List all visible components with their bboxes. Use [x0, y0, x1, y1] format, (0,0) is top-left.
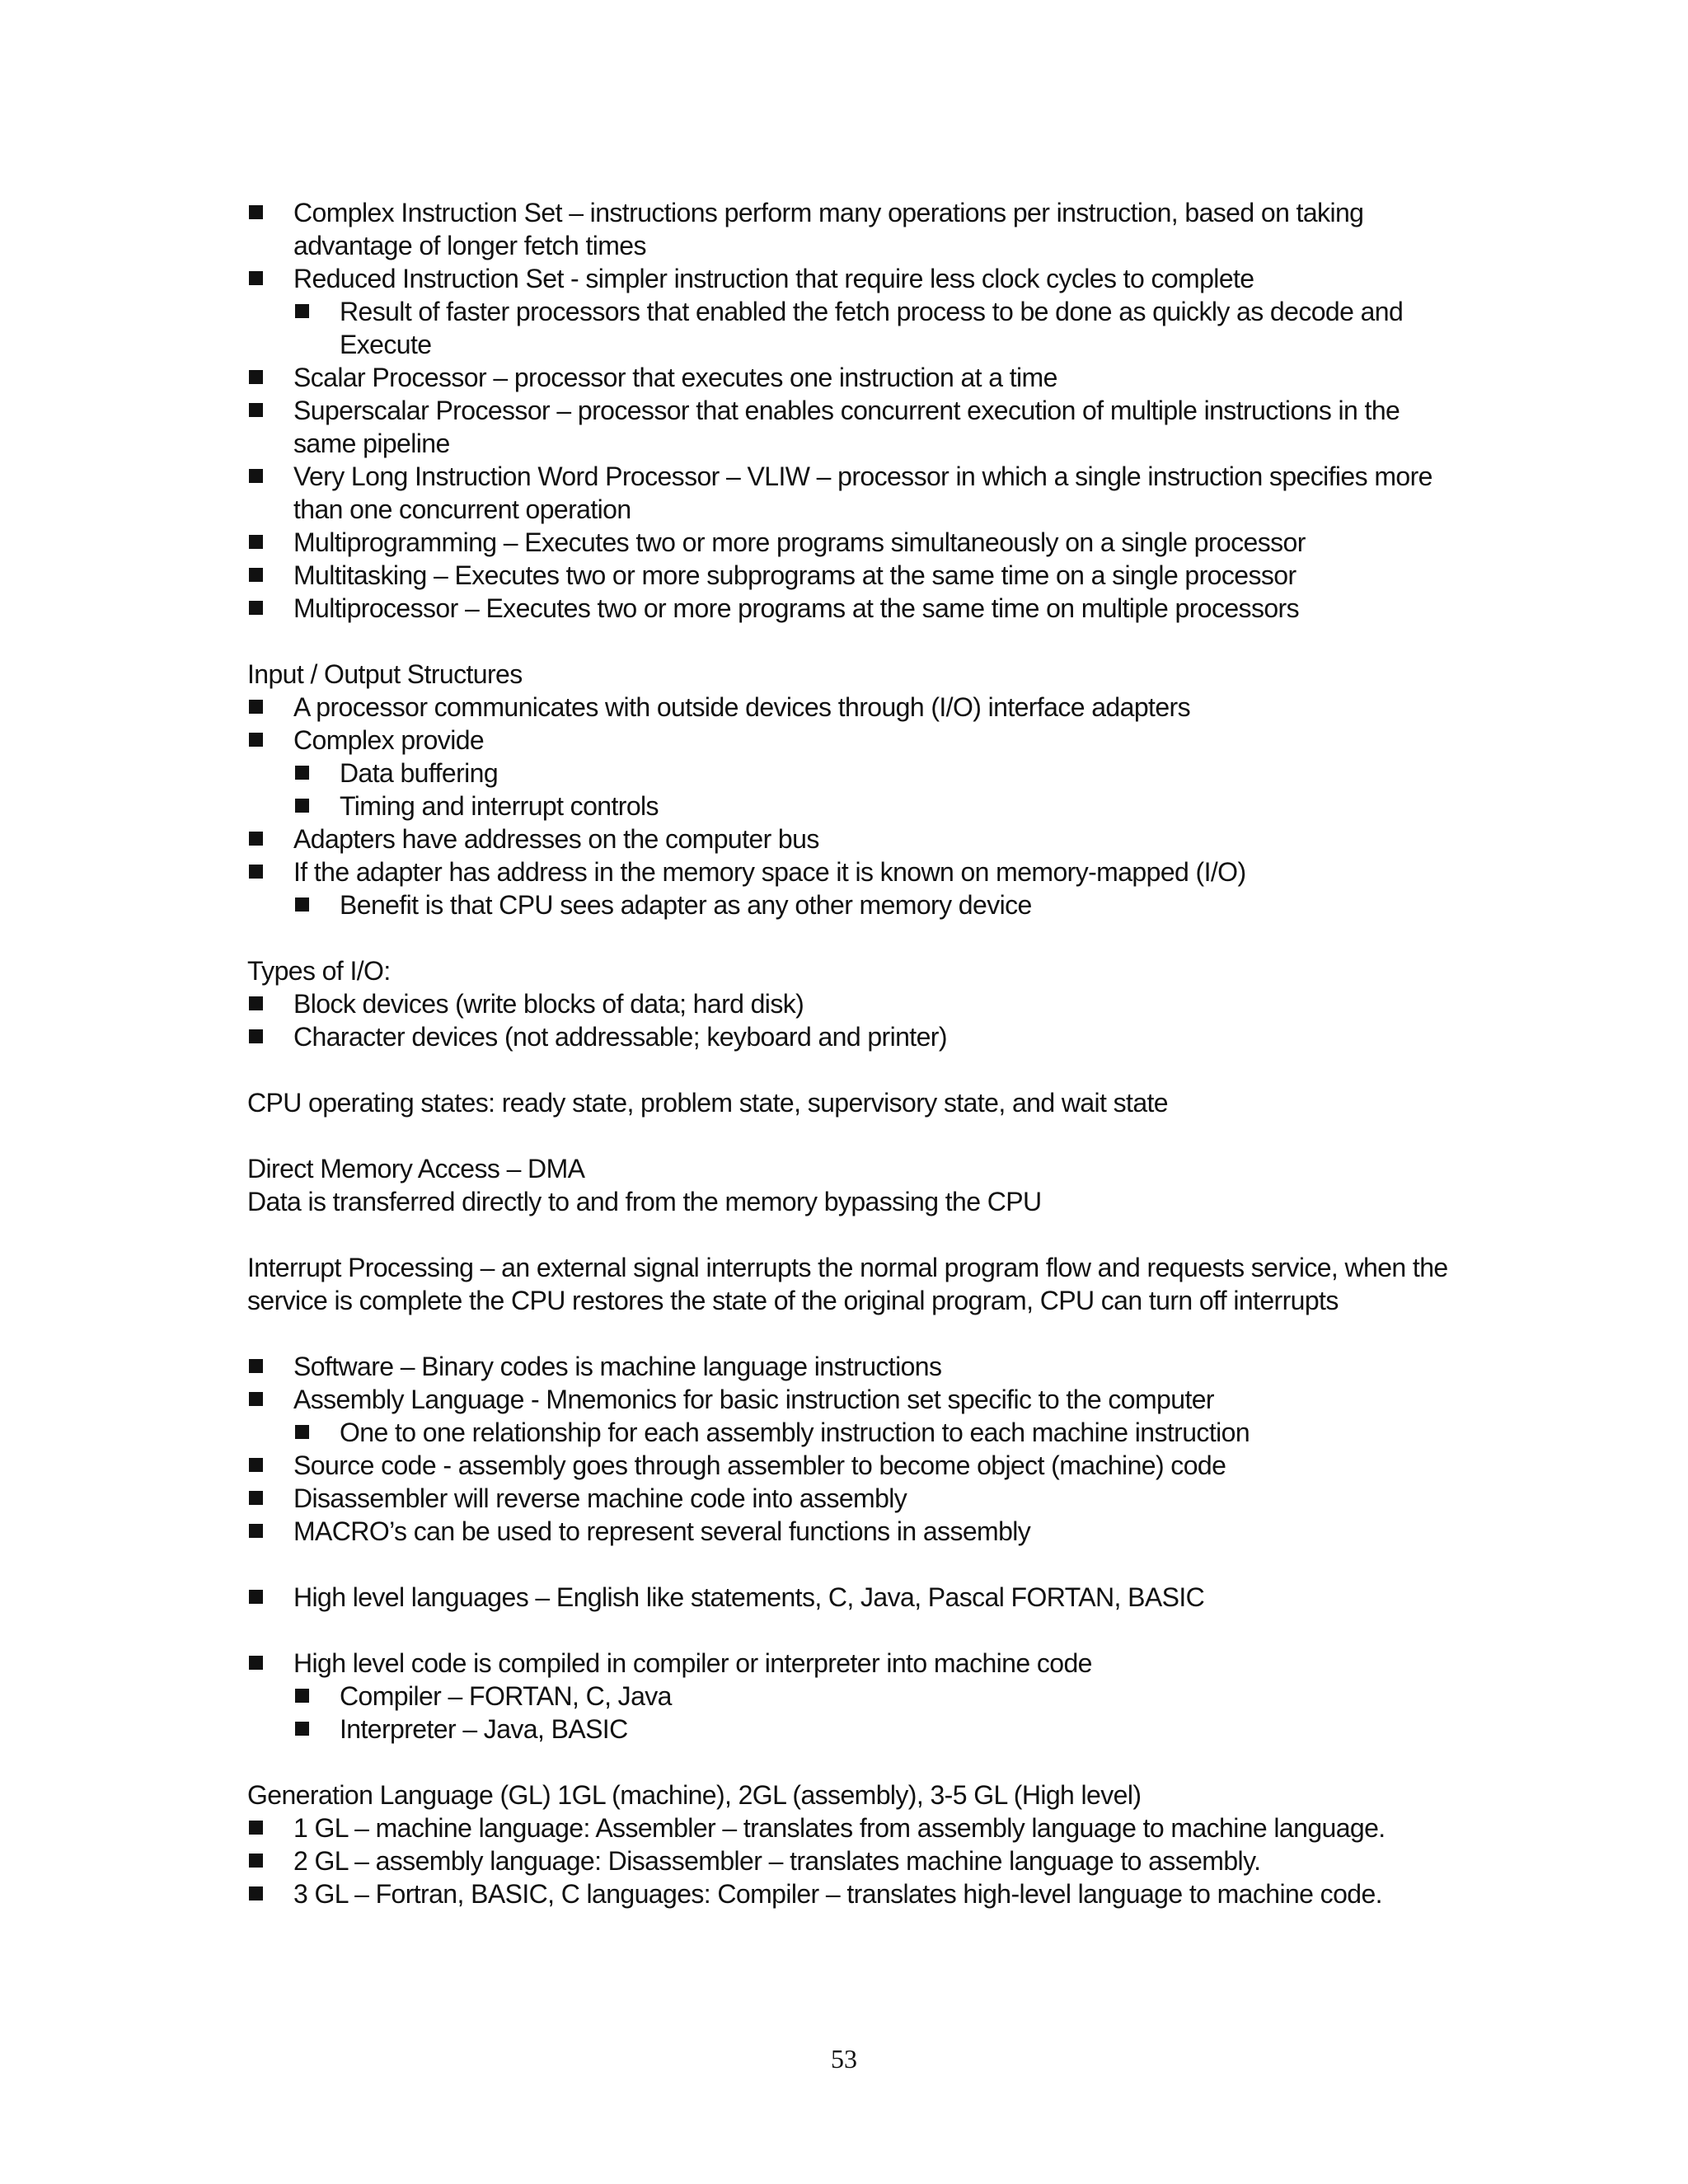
bullet-text: Compiler – FORTAN, C, Java [340, 1681, 672, 1711]
square-bullet-icon [295, 1722, 309, 1736]
square-bullet-icon [295, 1689, 309, 1703]
square-bullet-icon [249, 1359, 263, 1373]
bullet-item [247, 1020, 1451, 1053]
square-bullet-icon [249, 1854, 263, 1868]
paragraph: Data is transferred directly to and from the memory bypassing the CPU [247, 1187, 1042, 1216]
bullet-text: Result of faster processors that enabled the fetch process to be done as quickly as decode and Execute [340, 297, 1404, 359]
section-3 [247, 1086, 1451, 1119]
bullet-text: Reduced Instruction Set - simpler instruction that require less clock cycles to complete [293, 264, 1254, 293]
section-6 [247, 1350, 1451, 1548]
section-5 [247, 1251, 1451, 1317]
square-bullet-icon [249, 700, 263, 714]
bullet-text: Very Long Instruction Word Processor – VLIW – processor in which a single instruction specifies more than one concurrent operation [293, 462, 1432, 524]
sub-bullet-item [247, 1416, 1451, 1449]
bullet-item [247, 559, 1451, 592]
bullet-item [247, 987, 1451, 1020]
square-bullet-icon [249, 733, 263, 747]
square-bullet-icon [249, 601, 263, 615]
square-bullet-icon [249, 568, 263, 582]
bullet-text: Multiprocessor – Executes two or more programs at the same time on multiple processors [293, 593, 1300, 623]
bullet-item [247, 691, 1451, 724]
square-bullet-icon [249, 535, 263, 549]
bullet-item [247, 1844, 1451, 1877]
section-4 [247, 1152, 1451, 1218]
square-bullet-icon [249, 271, 263, 285]
square-bullet-icon [249, 1656, 263, 1670]
bullet-text: Multiprogramming – Executes two or more programs simultaneously on a single processor [293, 527, 1306, 557]
square-bullet-icon [249, 1590, 263, 1604]
square-bullet-icon [249, 996, 263, 1010]
bullet-text: Multitasking – Executes two or more subprograms at the same time on a single processor [293, 560, 1296, 590]
bullet-item [247, 361, 1451, 394]
square-bullet-icon [249, 370, 263, 384]
square-bullet-icon [249, 469, 263, 483]
bullet-item [247, 394, 1451, 460]
section-heading: Input / Output Structures [247, 659, 523, 689]
bullet-item [247, 1877, 1451, 1910]
bullet-text: Benefit is that CPU sees adapter as any other memory device [340, 890, 1032, 920]
bullet-item [247, 855, 1451, 888]
bullet-item [247, 1581, 1451, 1614]
square-bullet-icon [249, 1029, 263, 1043]
bullet-text: Disassembler will reverse machine code into assembly [293, 1483, 907, 1513]
bullet-item [247, 196, 1451, 262]
bullet-text: Complex Instruction Set – instructions perform many operations per instruction, based on taking advantage of longer fetch times [293, 198, 1364, 260]
section-heading: Generation Language (GL) 1GL (machine), 2GL (assembly), 3-5 GL (High level) [247, 1780, 1142, 1810]
sub-bullet-item [247, 1680, 1451, 1713]
sub-bullet-item [247, 888, 1451, 921]
bullet-text: One to one relationship for each assembly instruction to each machine instruction [340, 1418, 1250, 1447]
bullet-text: High level code is compiled in compiler or interpreter into machine code [293, 1648, 1092, 1678]
section-7 [247, 1581, 1451, 1614]
square-bullet-icon [249, 1458, 263, 1472]
section-8 [247, 1647, 1451, 1746]
bullet-text: 3 GL – Fortran, BASIC, C languages: Compiler – translates high-level language to machine code. [293, 1879, 1382, 1909]
sub-bullet-item [247, 1713, 1451, 1746]
square-bullet-icon [249, 865, 263, 879]
bullet-text: 1 GL – machine language: Assembler – translates from assembly language to machine language. [293, 1813, 1386, 1843]
bullet-item [247, 460, 1451, 526]
bullet-item [247, 1482, 1451, 1515]
square-bullet-icon [295, 898, 309, 912]
bullet-text: Scalar Processor – processor that executes one instruction at a time [293, 363, 1057, 392]
bullet-text: Timing and interrupt controls [340, 791, 659, 821]
bullet-text: MACRO’s can be used to represent several functions in assembly [293, 1516, 1031, 1546]
section-2 [247, 954, 1451, 1053]
section-0 [247, 196, 1451, 625]
bullet-text: Data buffering [340, 758, 499, 788]
bullet-item [247, 592, 1451, 625]
square-bullet-icon [295, 304, 309, 318]
bullet-text: Block devices (write blocks of data; hard disk) [293, 989, 804, 1019]
section-heading: Types of I/O: [247, 956, 391, 986]
paragraph: Interrupt Processing – an external signal interrupts the normal program flow and requests service, when the service is complete the CPU restores the state of the original program, CPU can turn off interrupts [247, 1253, 1448, 1315]
bullet-text: High level languages – English like statements, C, Java, Pascal FORTAN, BASIC [293, 1582, 1205, 1612]
square-bullet-icon [295, 799, 309, 813]
square-bullet-icon [249, 1491, 263, 1505]
square-bullet-icon [249, 1392, 263, 1406]
square-bullet-icon [295, 766, 309, 780]
sub-bullet-item [247, 790, 1451, 823]
bullet-text: Interpreter – Java, BASIC [340, 1714, 628, 1744]
section-9 [247, 1779, 1451, 1910]
bullet-text: Source code - assembly goes through assembler to become object (machine) code [293, 1451, 1226, 1480]
square-bullet-icon [249, 1524, 263, 1538]
bullet-text: Character devices (not addressable; keyboard and printer) [293, 1022, 947, 1052]
section-1 [247, 658, 1451, 921]
square-bullet-icon [295, 1425, 309, 1439]
bullet-text: Software – Binary codes is machine language instructions [293, 1352, 942, 1381]
bullet-text: Assembly Language - Mnemonics for basic instruction set specific to the computer [293, 1385, 1214, 1414]
bullet-text: A processor communicates with outside devices through (I/O) interface adapters [293, 692, 1190, 722]
bullet-item [247, 1647, 1451, 1680]
sub-bullet-item [247, 295, 1451, 361]
paragraph: CPU operating states: ready state, problem state, supervisory state, and wait state [247, 1088, 1168, 1118]
square-bullet-icon [249, 832, 263, 846]
bullet-item [247, 1811, 1451, 1844]
square-bullet-icon [249, 1821, 263, 1835]
bullet-item [247, 1515, 1451, 1548]
bullet-item [247, 823, 1451, 855]
square-bullet-icon [249, 205, 263, 219]
sub-bullet-item [247, 757, 1451, 790]
bullet-item [247, 724, 1451, 757]
bullet-text: 2 GL – assembly language: Disassembler – translates machine language to assembly. [293, 1846, 1261, 1876]
bullet-item [247, 262, 1451, 295]
page-content [247, 196, 1451, 1910]
bullet-text: If the adapter has address in the memory space it is known on memory-mapped (I/O) [293, 857, 1246, 887]
bullet-item [247, 1383, 1451, 1416]
bullet-text: Complex provide [293, 725, 485, 755]
paragraph: Direct Memory Access – DMA [247, 1154, 585, 1183]
bullet-text: Superscalar Processor – processor that enables concurrent execution of multiple instructions in the same pipeline [293, 396, 1400, 458]
square-bullet-icon [249, 403, 263, 417]
bullet-item [247, 526, 1451, 559]
page-number: 53 [831, 2044, 857, 2074]
square-bullet-icon [249, 1886, 263, 1900]
bullet-text: Adapters have addresses on the computer bus [293, 824, 819, 854]
bullet-item [247, 1350, 1451, 1383]
bullet-item [247, 1449, 1451, 1482]
